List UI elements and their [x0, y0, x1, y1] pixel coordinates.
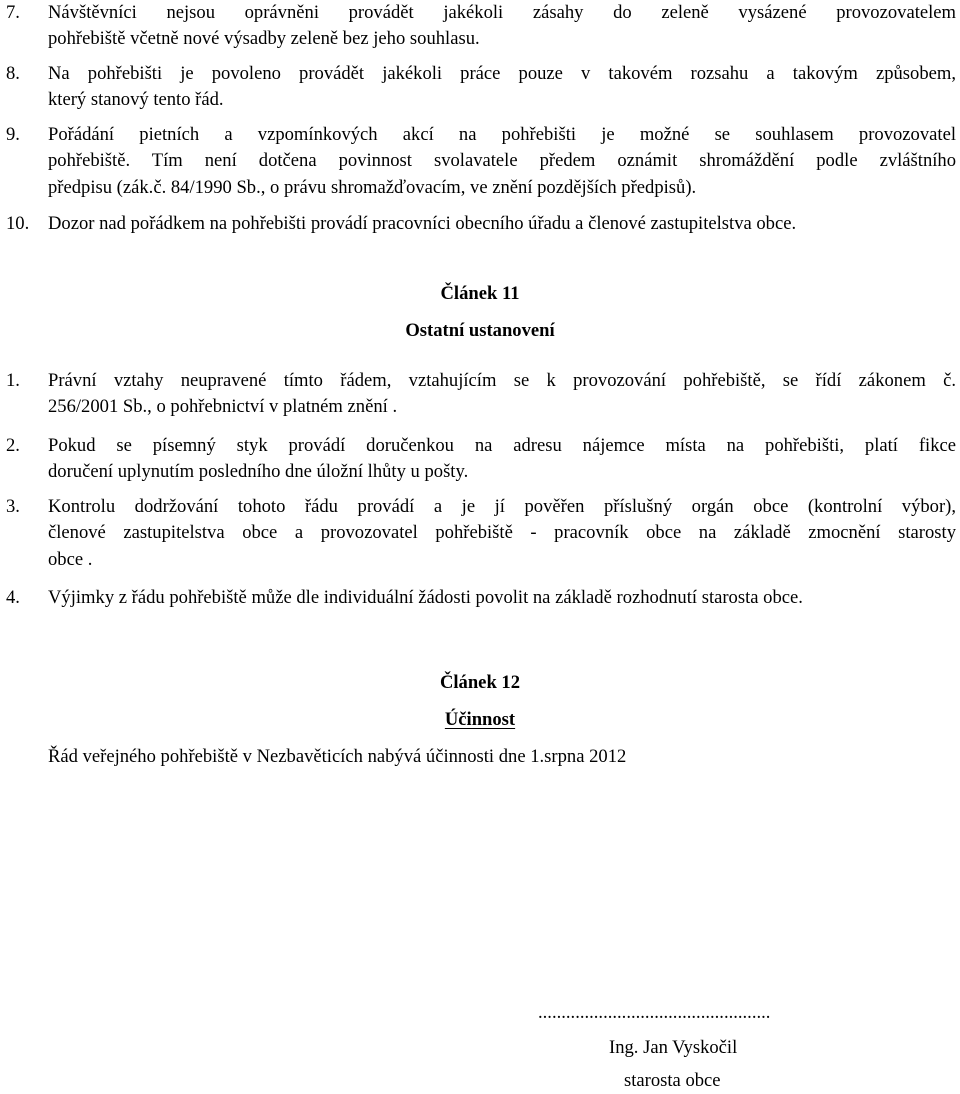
list-item-10 [6, 211, 956, 237]
article-11-item-2 [6, 433, 956, 486]
item-text-line: Výjimky z řádu pohřebiště může dle individuální žádosti povolit na základě rozhodnutí starosta obce. [48, 587, 803, 608]
item-text-line: Pořádání pietních a vzpomínkových akcí na pohřebišti je možné se souhlasem provozovatel [48, 124, 956, 145]
item-number: 9. [6, 124, 20, 145]
item-text-line: Pokud se písemný styk provádí doručenkou na adresu nájemce místa na pohřebišti, platí fikce [48, 435, 956, 456]
signatory-name: Ing. Jan Vyskočil [609, 1037, 738, 1058]
item-number: 1. [6, 370, 20, 391]
article-11-title: Ostatní ustanovení [405, 320, 555, 341]
item-number: 10. [6, 213, 30, 234]
item-number: 8. [6, 63, 20, 84]
item-text-line: obce . [48, 548, 93, 570]
item-text-line: Kontrolu dodržování tohoto řádu provádí a je jí pověřen příslušný orgán obce (kontrolní výbor), [48, 496, 956, 517]
article-12-heading: Článek 12 [439, 672, 521, 693]
item-text-line: členové zastupitelstva obce a provozovatel pohřebiště - pracovník obce na základě zmocnění starosty [48, 522, 956, 544]
item-text-line: Dozor nad pořádkem na pohřebišti provádí pracovníci obecního úřadu a členové zastupitelstva obce. [48, 213, 797, 234]
article-11-item-3 [6, 494, 956, 573]
item-number: 7. [6, 2, 20, 23]
list-item-8 [6, 61, 956, 114]
signature-line: .................................................. [538, 1002, 771, 1023]
item-text-line: Návštěvníci nejsou oprávněni provádět jakékoli zásahy do zeleně vysázené provozovatelem [48, 2, 956, 23]
signatory-role: starosta obce [624, 1070, 721, 1091]
article-11-item-4 [6, 585, 956, 611]
list-item-9 [6, 122, 956, 201]
item-text-line: Právní vztahy neupravené tímto řádem, vztahujícím se k provozování pohřebiště, se řídí zákonem č. [48, 370, 956, 391]
item-text-line: předpisu (zák.č. 84/1990 Sb., o právu shromažďovacím, ve znění pozdějších předpisů). [48, 176, 697, 198]
list-item-7 [6, 0, 956, 53]
item-text-line: Na pohřebišti je povoleno provádět jakékoli práce pouze v takovém rozsahu a takovým způsobem, [48, 63, 956, 84]
item-text-line: 256/2001 Sb., o pohřebnictví v platném znění . [48, 396, 398, 418]
effectiveness-statement: Řád veřejného pohřebiště v Nezbavěticích nabývá účinnosti dne 1.srpna 2012 [48, 746, 627, 767]
item-text-line: doručení uplynutím posledního dne úložní lhůty u pošty. [48, 461, 469, 483]
item-number: 4. [6, 587, 20, 608]
item-text-line: který stanový tento řád. [48, 89, 224, 111]
article-11-heading: Článek 11 [440, 283, 520, 304]
article-12-title-wrap [0, 707, 960, 733]
item-number: 2. [6, 435, 20, 456]
item-text-line: pohřebiště včetně nové výsadby zeleně bez jeho souhlasu. [48, 28, 480, 50]
item-number: 3. [6, 496, 20, 517]
article-12-title: Účinnost [444, 709, 516, 730]
article-11-item-1 [6, 368, 956, 421]
item-text-line: pohřebiště. Tím není dotčena povinnost svolavatele předem oznámit shromáždění podle zvláštního [48, 150, 956, 172]
